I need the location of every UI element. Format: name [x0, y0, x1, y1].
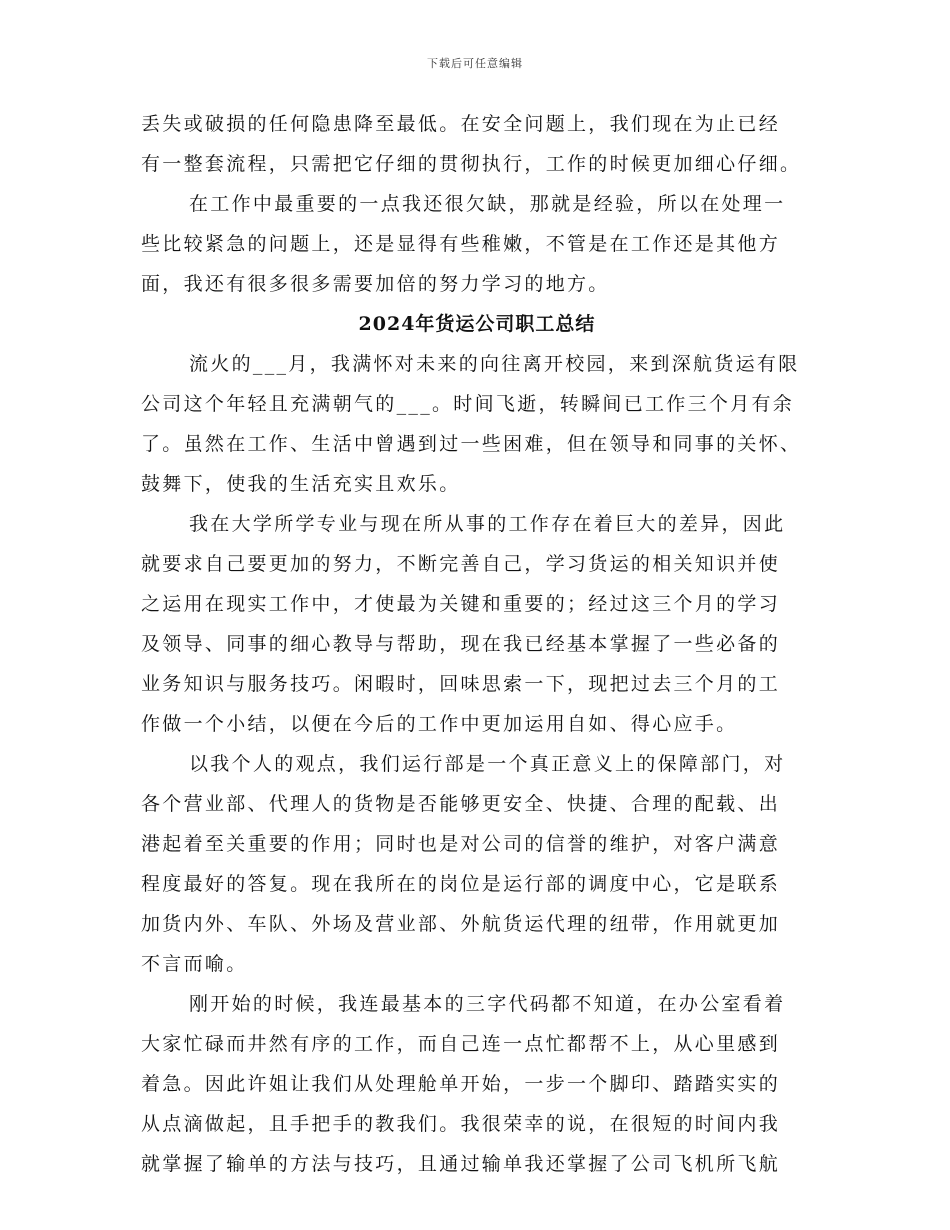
paragraph-start: 流火的___月，我满怀对未来的向往离开校园，来到深航货运有限 — [189, 353, 800, 375]
header-note: 下载后可任意编辑 — [427, 57, 523, 70]
text-line: 面，我还有很多很多需要加倍的努力学习的地方。 — [141, 273, 610, 295]
section-title: 2024年货运公司职工总结 — [358, 313, 596, 335]
text-line: 港起着至关重要的作用；同时也是对公司的信誉的维护，对客户满意 — [141, 833, 781, 855]
text-line: 大家忙碌而井然有序的工作，而自己连一点忙都帮不上，从心里感到 — [141, 1033, 781, 1055]
paragraph-start: 我在大学所学专业与现在所从事的工作存在着巨大的差异，因此 — [189, 513, 786, 535]
text-line: 鼓舞下，使我的生活充实且欢乐。 — [141, 473, 461, 495]
text-line: 业务知识与服务技巧。闲暇时，回味思索一下，现把过去三个月的工 — [141, 673, 781, 695]
text-line: 作做一个小结，以便在今后的工作中更加运用自如、得心应手。 — [141, 713, 738, 735]
text-line: 从点滴做起，且手把手的教我们。我很荣幸的说，在很短的时间内我 — [141, 1113, 781, 1135]
text-line: 就掌握了输单的方法与技巧，且通过输单我还掌握了公司飞机所飞航 — [141, 1153, 781, 1175]
text-line: 各个营业部、代理人的货物是否能够更安全、快捷、合理的配载、出 — [141, 793, 781, 815]
text-line: 及领导、同事的细心教导与帮助，现在我已经基本掌握了一些必备的 — [141, 633, 781, 655]
text-line: 些比较紧急的问题上，还是显得有些稚嫩，不管是在工作还是其他方 — [141, 233, 781, 255]
document-body — [141, 104, 813, 1184]
text-line: 了。虽然在工作、生活中曾遇到过一些困难，但在领导和同事的关怀、 — [141, 433, 802, 455]
text-line: 加货内外、车队、外场及营业部、外航货运代理的纽带，作用就更加 — [141, 913, 781, 935]
text-line: 就要求自己要更加的努力，不断完善自己，学习货运的相关知识并使 — [141, 553, 781, 575]
text-line: 着急。因此许姐让我们从处理舱单开始，一步一个脚印、踏踏实实的 — [141, 1073, 781, 1095]
text-line: 丢失或破损的任何隐患降至最低。在安全问题上，我们现在为止已经 — [141, 113, 781, 135]
text-line: 程度最好的答复。现在我所在的岗位是运行部的调度中心，它是联系 — [141, 873, 781, 895]
paragraph-start: 以我个人的观点，我们运行部是一个真正意义上的保障部门，对 — [189, 753, 786, 775]
text-line: 有一整套流程，只需把它仔细的贯彻执行，工作的时候更加细心仔细。 — [141, 153, 802, 175]
paragraph-start: 在工作中最重要的一点我还很欠缺，那就是经验，所以在处理一 — [189, 193, 786, 215]
paragraph-start: 刚开始的时候，我连最基本的三字代码都不知道，在办公室看着 — [189, 993, 786, 1015]
text-line: 公司这个年轻且充满朝气的___。时间飞逝，转瞬间已工作三个月有余 — [141, 393, 795, 415]
text-line: 不言而喻。 — [141, 953, 248, 975]
text-line: 之运用在现实工作中，才使最为关键和重要的；经过这三个月的学习 — [141, 593, 781, 615]
